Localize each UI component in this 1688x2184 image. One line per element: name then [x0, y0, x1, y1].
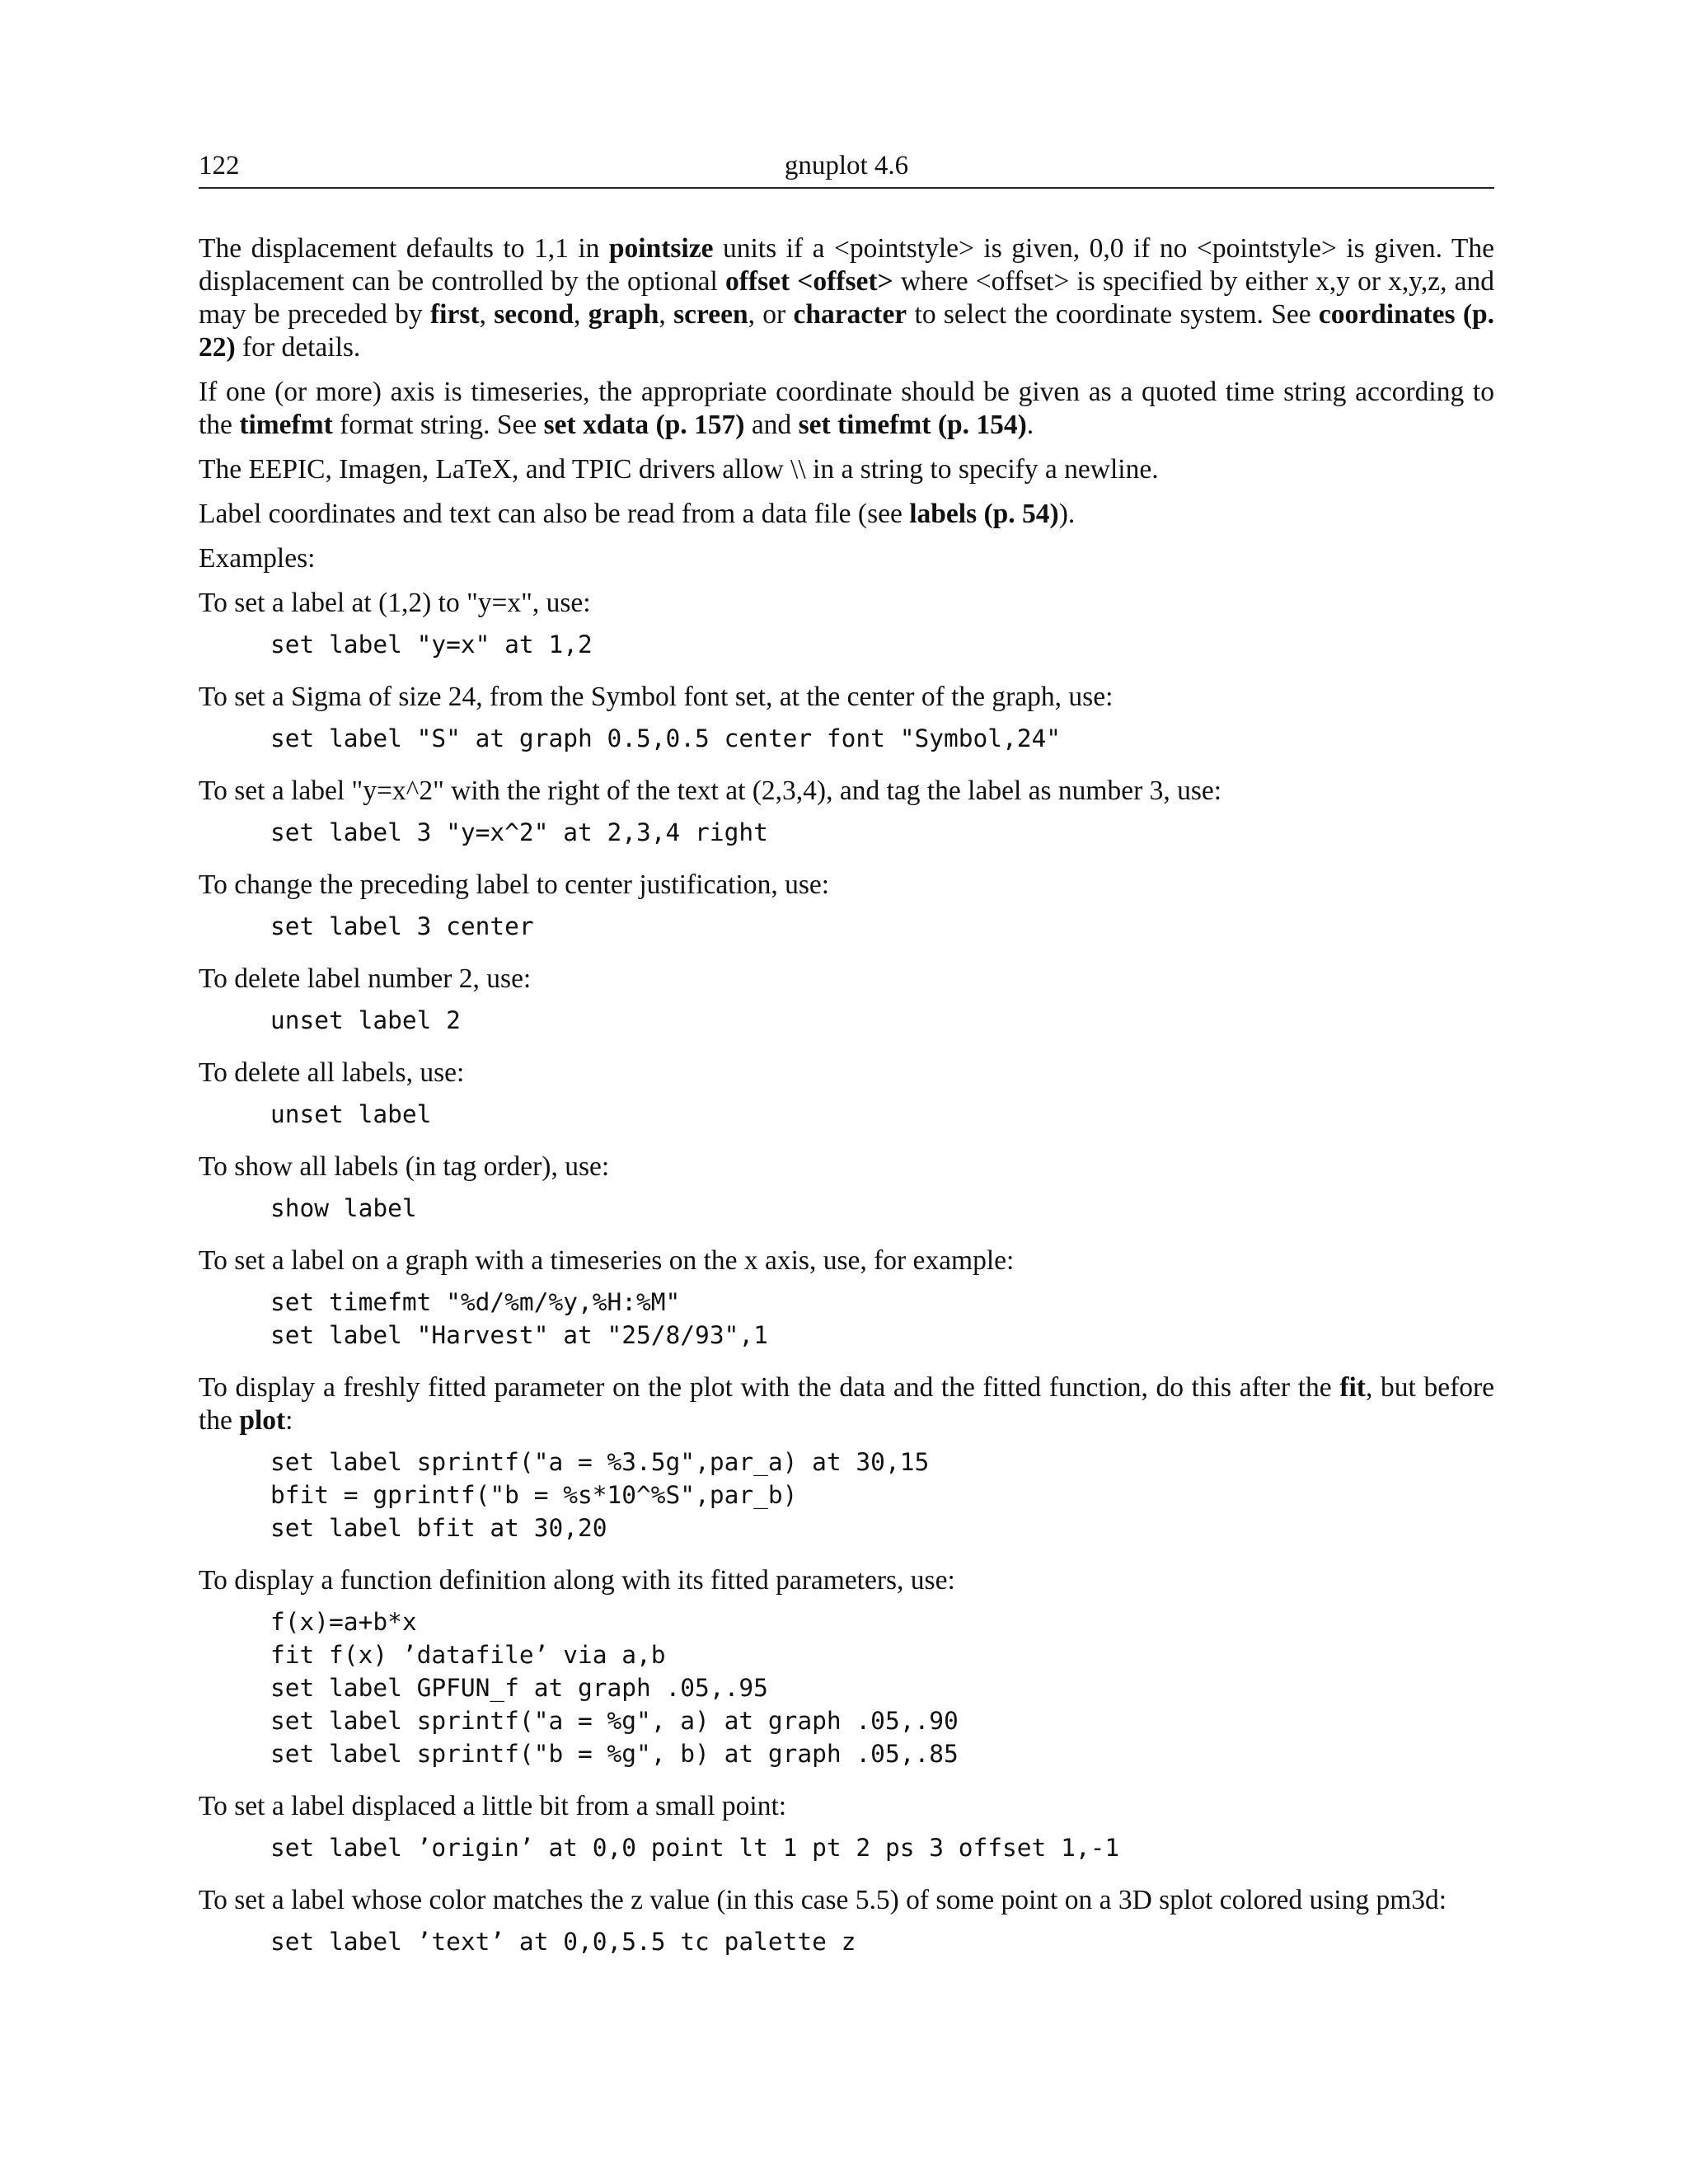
code-block: set label ’origin’ at 0,0 point lt 1 pt 2 ps 3 offset 1,-1 [270, 1834, 1120, 1862]
page-body [199, 232, 1494, 1978]
keyword-screen: screen [673, 299, 748, 330]
example-label: To delete all labels, use: [199, 1057, 465, 1088]
page-number: 122 [199, 151, 240, 180]
text-run: : [285, 1405, 293, 1436]
code-block: f(x)=a+b*x fit f(x) ’datafile’ via a,b set label GPFUN_f at graph .05,.95 set label sprintf("a = %g", a) at graph .05,.90 set label sprintf("b = %g", b) at graph .05,.85 [270, 1608, 959, 1768]
text-run: If one (or more) axis is timeseries, the appropriate coordinate should be given as a quoted time string according to the [199, 377, 1494, 440]
code-block: set label sprintf("a = %3.5g",par_a) at 30,15 bfit = gprintf("b = %s*10^%S",par_b) set label bfit at 30,20 [270, 1448, 930, 1542]
keyword-timefmt: timefmt [239, 410, 333, 440]
example-label: To set a label at (1,2) to "y=x", use: [199, 588, 591, 618]
examples-heading: Examples: [199, 543, 316, 574]
code-block: show label [270, 1194, 417, 1222]
paragraph-timeseries [199, 376, 1494, 442]
cross-reference-coordinates: coordinates (p. 22) [199, 299, 1495, 363]
paragraph-labels-datafile [199, 498, 1494, 531]
keyword-fit: fit [1339, 1372, 1366, 1403]
text-run: to select the coordinate system. See [907, 299, 1319, 330]
paragraph-displacement [199, 232, 1494, 364]
paragraph-drivers: The EEPIC, Imagen, LaTeX, and TPIC drivers allow \\ in a string to specify a newline. [199, 454, 1159, 485]
text-run: To display a freshly fitted parameter on the plot with the data and the fitted function, do this after the [199, 1372, 1340, 1403]
example-label-fit [199, 1371, 1494, 1437]
example-label: To set a label whose color matches the z value (in this case 5.5) of some point on a 3D splot colored using pm3d: [199, 1885, 1447, 1915]
example-label: To set a label "y=x^2" with the right of the text at (2,3,4), and tag the label as number 3, use: [199, 776, 1222, 806]
text-run: , but before the [199, 1372, 1495, 1436]
text-run: and [744, 410, 799, 440]
cross-reference-set-timefmt: set timefmt (p. 154) [798, 410, 1027, 440]
running-title: gnuplot 4.6 [784, 151, 909, 180]
text-run: The displacement defaults to 1,1 in [199, 233, 609, 264]
code-block: set label "y=x" at 1,2 [270, 630, 593, 658]
code-block: set label 3 center [270, 912, 534, 940]
code-block: set timefmt "%d/%m/%y,%H:%M" set label "Harvest" at "25/8/93",1 [270, 1288, 768, 1349]
example-label: To display a function definition along with its fitted parameters, use: [199, 1565, 955, 1596]
example-label: To set a Sigma of size 24, from the Symbol font set, at the center of the graph, use: [199, 682, 1114, 712]
example-label: To delete label number 2, use: [199, 963, 532, 994]
text-run: ). [1058, 499, 1076, 529]
cross-reference-labels: labels (p. 54) [909, 499, 1059, 529]
example-label: To change the preceding label to center justification, use: [199, 869, 830, 900]
text-run: , [659, 299, 674, 330]
keyword-first: first [429, 299, 480, 330]
page-header [199, 151, 1494, 189]
code-block: set label "S" at graph 0.5,0.5 center font "Symbol,24" [270, 724, 1062, 752]
cross-reference-set-xdata: set xdata (p. 157) [543, 410, 745, 440]
text-run: where <offset> is specified by either x,y or x,y,z, and may be preceded by [199, 266, 1494, 330]
text-run: for details. [235, 332, 361, 363]
keyword-character: character [793, 299, 907, 330]
code-block: unset label 2 [270, 1006, 461, 1034]
code-block: set label 3 "y=x^2" at 2,3,4 right [270, 818, 768, 846]
keyword-graph: graph [588, 299, 659, 330]
text-run: units if a <pointstyle> is given, 0,0 if no <pointstyle> is given. The displacement can be controlled by the optional [199, 233, 1494, 297]
text-run: format string. See [332, 410, 544, 440]
example-label: To set a label on a graph with a timeseries on the x axis, use, for example: [199, 1245, 1015, 1276]
keyword-offset: offset <offset> [725, 266, 893, 297]
keyword-second: second [494, 299, 574, 330]
text-run: , [479, 299, 495, 330]
keyword-pointsize: pointsize [608, 233, 714, 264]
keyword-plot: plot [239, 1405, 286, 1436]
code-block: set label ’text’ at 0,0,5.5 tc palette z [270, 1928, 856, 1956]
example-label: To show all labels (in tag order), use: [199, 1151, 610, 1182]
text-run: , [574, 299, 588, 330]
text-run: . [1026, 410, 1034, 440]
text-run: , or [748, 299, 794, 330]
example-label: To set a label displaced a little bit from a small point: [199, 1791, 787, 1821]
code-block: unset label [270, 1100, 432, 1128]
text-run: Label coordinates and text can also be read from a data file (see [199, 499, 910, 529]
